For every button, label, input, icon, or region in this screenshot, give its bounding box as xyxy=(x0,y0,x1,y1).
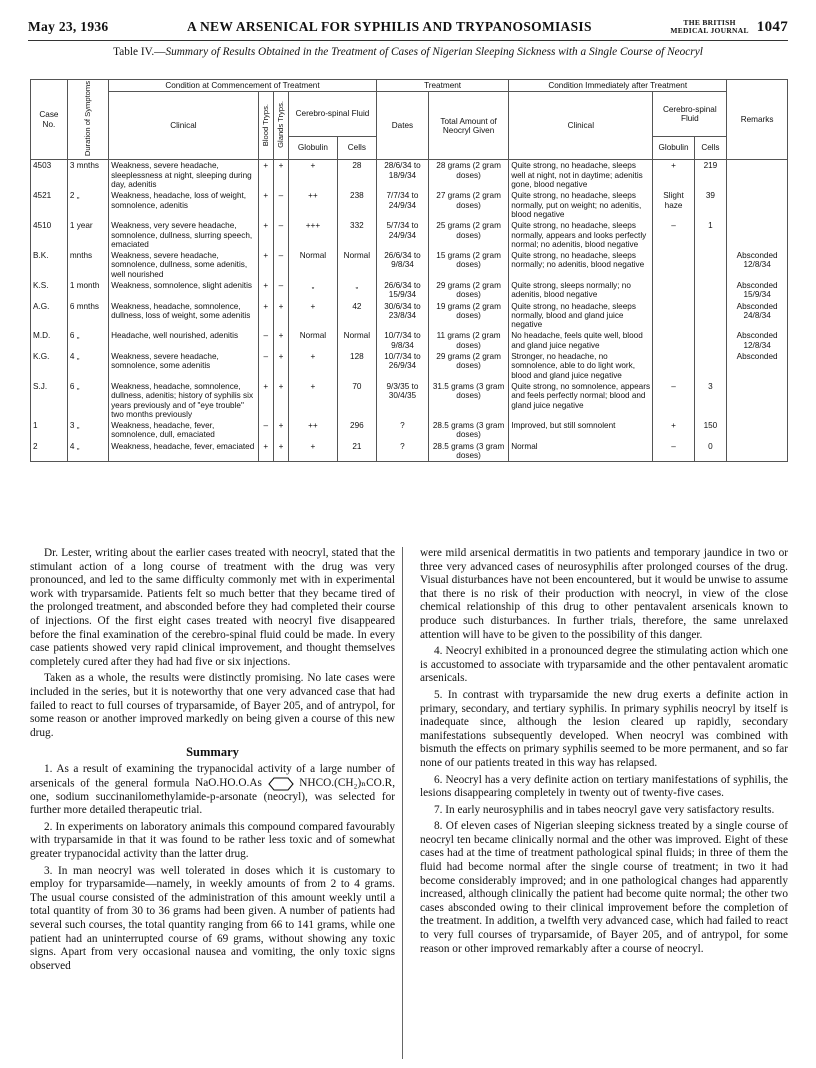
cell-total-amount: 15 grams (2 gram doses) xyxy=(428,250,508,280)
cell-duration: 3 mnths xyxy=(67,160,108,190)
cell-dates: ? xyxy=(376,441,428,462)
cell-duration: 1 year xyxy=(67,220,108,250)
cell-remarks xyxy=(727,160,788,190)
column-divider xyxy=(402,547,403,1059)
cell-globulin-after: + xyxy=(653,160,694,190)
cell-cells: Normal xyxy=(337,330,376,351)
cell-cells-after xyxy=(694,351,727,381)
cell-case-no: 1 xyxy=(31,420,68,441)
cell-duration: 1 month xyxy=(67,280,108,301)
table-row xyxy=(31,280,788,301)
cell-remarks: Absconded 12/8/34 xyxy=(727,250,788,280)
cell-total-amount: 29 grams (2 gram doses) xyxy=(428,351,508,381)
cell-total-amount: 29 grams (2 gram doses) xyxy=(428,280,508,301)
table-caption xyxy=(60,46,756,59)
cell-clinical-after: Quite strong, no headache, sleeps normally, put on weight; no adenitis, blood negative xyxy=(509,190,653,220)
cell-remarks: Absconded 12/8/34 xyxy=(727,330,788,351)
results-table xyxy=(30,79,788,462)
cell-globulin-after xyxy=(653,351,694,381)
table-row xyxy=(31,441,788,462)
cell-cells-after xyxy=(694,250,727,280)
header-cells-after: Cells xyxy=(694,136,727,160)
table-label: Table IV.— xyxy=(113,46,166,58)
cell-globulin-after xyxy=(653,330,694,351)
journal-line-2: MEDICAL JOURNAL xyxy=(670,26,749,35)
left-column xyxy=(30,547,395,976)
cell-glands-tryps: + xyxy=(273,420,288,441)
cell-clinical-after: Quite strong, no headache, sleeps normally, blood and gland juice negative xyxy=(509,301,653,331)
header-glands-tryps: Glands Tryps. xyxy=(273,92,288,160)
cell-cells: „ xyxy=(337,280,376,301)
cell-globulin: ++ xyxy=(289,420,338,441)
cell-duration: 6 „ xyxy=(67,381,108,420)
cell-duration: 4 „ xyxy=(67,351,108,381)
cell-globulin: + xyxy=(289,381,338,420)
cell-glands-tryps: – xyxy=(273,190,288,220)
cell-globulin: + xyxy=(289,351,338,381)
table-row xyxy=(31,160,788,190)
cell-clinical-after: Quite strong, no headache, sleeps normally; no adenitis, blood negative xyxy=(509,250,653,280)
cell-cells: 21 xyxy=(337,441,376,462)
cell-total-amount: 28 grams (2 gram doses) xyxy=(428,160,508,190)
cell-remarks xyxy=(727,441,788,462)
cell-case-no: S.J. xyxy=(31,381,68,420)
table-row xyxy=(31,420,788,441)
cell-glands-tryps: – xyxy=(273,250,288,280)
cell-blood-tryps: + xyxy=(258,160,273,190)
cell-cells-after xyxy=(694,301,727,331)
cell-glands-tryps: + xyxy=(273,441,288,462)
cell-clinical-after: Improved, but still somnolent xyxy=(509,420,653,441)
cell-globulin: + xyxy=(289,301,338,331)
cell-duration: 3 „ xyxy=(67,420,108,441)
page-number: 1047 xyxy=(756,18,788,35)
cell-globulin-after: + xyxy=(653,420,694,441)
header-total-amount: Total Amount of Neocryl Given xyxy=(428,92,508,160)
cell-blood-tryps: – xyxy=(258,351,273,381)
cell-cells-after: 150 xyxy=(694,420,727,441)
cell-cells: 42 xyxy=(337,301,376,331)
cell-globulin: ++ xyxy=(289,190,338,220)
cell-remarks xyxy=(727,381,788,420)
header-clinical-after: Clinical xyxy=(509,92,653,160)
cell-duration: 6 „ xyxy=(67,330,108,351)
cell-cells: 28 xyxy=(337,160,376,190)
cell-clinical: Weakness, severe headache, somnolence, dullness, some adenitis, well nourished xyxy=(109,250,259,280)
cell-globulin: „ xyxy=(289,280,338,301)
table-row xyxy=(31,250,788,280)
cell-clinical-after: Normal xyxy=(509,441,653,462)
cell-blood-tryps: + xyxy=(258,280,273,301)
paragraph: Taken as a whole, the results were distinctly promising. No late cases were included in the series, but it is noteworthy that one very advanced case that had failed to react to full courses of tryparsamide, of Bayer 205, and of antrypol, for some reason or another improved markedly on being given a course of this new drug. xyxy=(30,672,395,739)
cell-case-no: 4510 xyxy=(31,220,68,250)
header-globulin: Globulin xyxy=(289,136,338,160)
cell-globulin-after: Slight haze xyxy=(653,190,694,220)
cell-dates: 10/7/34 to 9/8/34 xyxy=(376,330,428,351)
cell-clinical-after: Quite strong, sleeps normally; no adenitis, blood negative xyxy=(509,280,653,301)
cell-cells-after: 1 xyxy=(694,220,727,250)
cell-cells: 128 xyxy=(337,351,376,381)
summary-heading: Summary xyxy=(186,745,239,760)
cell-clinical: Weakness, severe headache, sleeplessness at night, sleeping during day, adenitis xyxy=(109,160,259,190)
cell-dates: 9/3/35 to 30/4/35 xyxy=(376,381,428,420)
cell-total-amount: 27 grams (2 gram doses) xyxy=(428,190,508,220)
cell-blood-tryps: – xyxy=(258,330,273,351)
cell-remarks: Absconded xyxy=(727,351,788,381)
cell-blood-tryps: + xyxy=(258,220,273,250)
header-csf: Cerebro-spinal Fluid xyxy=(289,92,377,137)
cell-dates: 26/6/34 to 15/9/34 xyxy=(376,280,428,301)
chemical-formula: NaO.HO.O.As NHCO.(CH₂)ₙCO.R, xyxy=(195,777,396,790)
header-dates: Dates xyxy=(376,92,428,160)
cell-glands-tryps: + xyxy=(273,330,288,351)
summary-item-1: 1. As a result of examining the trypanocidal activity of a large number of arsenicals of the general formula NaO.HO.O.As NHCO.(CH₂)ₙCO.R, one, sodium succinanilomethylamide-p-arsonate (neocryl), was selected for further more detailed therapeutic trial. xyxy=(30,762,396,817)
cell-glands-tryps: + xyxy=(273,351,288,381)
cell-case-no: 4521 xyxy=(31,190,68,220)
cell-total-amount: 31.5 grams (3 gram doses) xyxy=(428,381,508,420)
table-row xyxy=(31,330,788,351)
running-title: A NEW ARSENICAL FOR SYPHILIS AND TRYPANOSOMIASIS xyxy=(187,19,592,34)
summary-item-5: 5. In contrast with tryparsamide the new drug exerts a definite action in primary, secondary, and tertiary syphilis. In primary syphilis neocryl by itself is inadequate since, although the lesion cleared up rapidly, secondary manifestations subsequently developed. When neocryl was combined with bismuth the effects on primary syphilis seemed to be more permanent, and so far none of our patients treated in this way has relapsed. xyxy=(420,688,788,769)
cell-glands-tryps: – xyxy=(273,220,288,250)
cell-case-no: K.S. xyxy=(31,280,68,301)
header-duration: Duration of Symptoms xyxy=(67,80,108,160)
right-column xyxy=(420,547,788,959)
cell-case-no: B.K. xyxy=(31,250,68,280)
cell-duration: 4 „ xyxy=(67,441,108,462)
paragraph: were mild arsenical dermatitis in two patients and temporary jaundice in two or three very advanced cases of neurosyphilis after prolonged courses of the drug. Visual disturbances have not been encountered, but it would be unwise to assume that there is no risk of their production with neocryl, in view of the close chemical relationship of this drug to other pentavalent arsenicals known to produce such disturbances. In further trials, therefore, the same unrelaxed attention will have to be given to the possibility of this danger. xyxy=(420,547,788,641)
table-row xyxy=(31,190,788,220)
cell-blood-tryps: – xyxy=(258,420,273,441)
cell-globulin-after: – xyxy=(653,441,694,462)
cell-total-amount: 25 grams (2 gram doses) xyxy=(428,220,508,250)
summary-item-3: 3. In man neocryl was well tolerated in doses which it is customary to employ for tryparsamide—namely, in weekly amounts of from 2 to 4 grams. The usual course consisted of the administration of this amount weekly until a total quantity of from 30 to 36 grams had been given. A number of patients had several such courses, the total quantity ranging from 66 to 141 grams, while one patient had an uninterrupted course of 69 grams, without showing any toxic signs. Apart from very occasional nausea and vomiting, the only toxic signs observed xyxy=(30,864,395,972)
cell-total-amount: 11 grams (2 gram doses) xyxy=(428,330,508,351)
cell-clinical-after: Stronger, no headache, no somnolence, able to do light work, blood and gland juice negative xyxy=(509,351,653,381)
cell-remarks xyxy=(727,190,788,220)
cell-dates: 10/7/34 to 26/9/34 xyxy=(376,351,428,381)
summary-item-4: 4. Neocryl exhibited in a pronounced degree the stimulating action which one is accustomed to associate with tryparsamide and the other pentavalent aromatic arsenicals. xyxy=(420,645,788,685)
cell-clinical: Headache, well nourished, adenitis xyxy=(109,330,259,351)
cell-case-no: K.G. xyxy=(31,351,68,381)
cell-remarks xyxy=(727,220,788,250)
cell-clinical: Weakness, headache, fever, somnolence, dull, emaciated xyxy=(109,420,259,441)
cell-dates: 30/6/34 to 23/8/34 xyxy=(376,301,428,331)
cell-clinical: Weakness, headache, somnolence, dullness, loss of weight, some adenitis xyxy=(109,301,259,331)
table-row xyxy=(31,351,788,381)
table-row xyxy=(31,381,788,420)
cell-dates: 28/6/34 to 18/9/34 xyxy=(376,160,428,190)
cell-glands-tryps: + xyxy=(273,381,288,420)
header-after: Condition Immediately after Treatment xyxy=(509,80,727,92)
cell-globulin: + xyxy=(289,441,338,462)
table-row xyxy=(31,301,788,331)
cell-clinical: Weakness, headache, fever, emaciated xyxy=(109,441,259,462)
cell-cells-after: 219 xyxy=(694,160,727,190)
cell-dates: 26/6/34 to 9/8/34 xyxy=(376,250,428,280)
cell-globulin-after: – xyxy=(653,220,694,250)
cell-remarks xyxy=(727,420,788,441)
cell-dates: 7/7/34 to 24/9/34 xyxy=(376,190,428,220)
header-treatment: Treatment xyxy=(376,80,508,92)
cell-blood-tryps: + xyxy=(258,250,273,280)
header-csf-after: Cerebro-spinal Fluid xyxy=(653,92,727,137)
cell-globulin: +++ xyxy=(289,220,338,250)
cell-case-no: M.D. xyxy=(31,330,68,351)
cell-cells-after: 39 xyxy=(694,190,727,220)
cell-globulin-after xyxy=(653,250,694,280)
cell-total-amount: 28.5 grams (3 gram doses) xyxy=(428,441,508,462)
header-remarks: Remarks xyxy=(727,80,788,160)
cell-blood-tryps: + xyxy=(258,301,273,331)
header-globulin-after: Globulin xyxy=(653,136,694,160)
cell-glands-tryps: – xyxy=(273,280,288,301)
cell-total-amount: 19 grams (2 gram doses) xyxy=(428,301,508,331)
header-blood-tryps: Blood Tryps. xyxy=(258,92,273,160)
summary-item-6: 6. Neocryl has a very definite action on tertiary manifestations of syphilis, the lesions disappearing completely in twenty out of twenty-five cases. xyxy=(420,773,788,800)
cell-duration: 6 mnths xyxy=(67,301,108,331)
cell-total-amount: 28.5 grams (3 gram doses) xyxy=(428,420,508,441)
cell-cells: Normal xyxy=(337,250,376,280)
cell-blood-tryps: + xyxy=(258,381,273,420)
cell-cells-after xyxy=(694,330,727,351)
cell-remarks: Absconded 15/9/34 xyxy=(727,280,788,301)
summary-item-8: 8. Of eleven cases of Nigerian sleeping sickness treated by a single course of neocryl ten became clinically normal and the other was improved. Eight of these cases had at the time of treatment pathological spinal fluids; in three of them the fluid had become normal after the single course of treatment; in two it had become considerably improved; and in one pathological changes had apparently increased, although clinically the patient had become quite normal; the other two cases absconded owing to their clinical improvement before the completion of the treatment. In addition, a twelfth very advanced case, which had failed to react to very full courses of tryparsamide, of Bayer 205, and of antrypol, for some reason or other improved remarkably after a course of neocryl. xyxy=(420,820,788,955)
summary-item-7: 7. In early neurosyphilis and in tabes neocryl gave very satisfactory results. xyxy=(434,803,775,816)
cell-cells-after xyxy=(694,280,727,301)
journal-block xyxy=(670,19,788,36)
cell-clinical: Weakness, somnolence, slight adenitis xyxy=(109,280,259,301)
running-header xyxy=(28,14,788,41)
cell-dates: 5/7/34 to 24/9/34 xyxy=(376,220,428,250)
cell-glands-tryps: + xyxy=(273,160,288,190)
table-title: Summary of Results Obtained in the Treatment of Cases of Nigerian Sleeping Sickness with a Single Course of Neocryl xyxy=(165,46,703,58)
cell-dates: ? xyxy=(376,420,428,441)
issue-date: May 23, 1936 xyxy=(28,19,109,34)
cell-globulin: Normal xyxy=(289,250,338,280)
cell-cells: 296 xyxy=(337,420,376,441)
cell-cells-after: 0 xyxy=(694,441,727,462)
summary-item-2: 2. In experiments on laboratory animals this compound compared favourably with tryparsamide in that it was found to be rather less toxic and of somewhat greater trypanocidal activity than the latter drug. xyxy=(30,820,395,861)
table-body xyxy=(31,160,788,462)
cell-blood-tryps: + xyxy=(258,441,273,462)
journal-line-1: THE BRITISH xyxy=(683,18,736,27)
cell-clinical-after: Quite strong, no somnolence, appears and feels perfectly normal; blood and gland juice negative xyxy=(509,381,653,420)
cell-clinical: Weakness, severe headache, somnolence, some adenitis xyxy=(109,351,259,381)
cell-globulin-after xyxy=(653,280,694,301)
cell-cells: 70 xyxy=(337,381,376,420)
cell-clinical: Weakness, very severe headache, somnolence, dullness, slurring speech, emaciated xyxy=(109,220,259,250)
cell-globulin: Normal xyxy=(289,330,338,351)
cell-clinical: Weakness, headache, somnolence, dullness, adenitis; history of syphilis six years previously and of "eye trouble" two months previously xyxy=(109,381,259,420)
cell-clinical-after: Quite strong, no headache, sleeps well at night, not in daytime; adenitis gone, blood negative xyxy=(509,160,653,190)
paragraph: Dr. Lester, writing about the earlier cases treated with neocryl, stated that the stimulant action of a long course of treatment with the drug was very pronounced, and led to the same difficulty commonly met with in experimental work with tryparsamide. Patients felt so much better that they became tired of the prolonged treatment, and absconded before they had completed their course of injections. Of the first eight cases treated with neocryl five disappeared before the final examination of the cerebro-spinal fluid could be made. In every case patients showed very rapid clinical improvement, and thought themselves completely cured after they had had five or six injections. xyxy=(30,547,395,668)
journal-name xyxy=(670,19,748,35)
cell-clinical: Weakness, headache, loss of weight, somnolence, adenitis xyxy=(109,190,259,220)
cell-remarks: Absconded 24/8/34 xyxy=(727,301,788,331)
cell-globulin: + xyxy=(289,160,338,190)
cell-blood-tryps: + xyxy=(258,190,273,220)
cell-duration: mnths xyxy=(67,250,108,280)
cell-clinical-after: Quite strong, no headache, sleeps normally, appears and looks perfectly normal; no adenitis, blood negative xyxy=(509,220,653,250)
cell-cells: 238 xyxy=(337,190,376,220)
cell-case-no: 2 xyxy=(31,441,68,462)
cell-case-no: 4503 xyxy=(31,160,68,190)
header-commencement: Condition at Commencement of Treatment xyxy=(109,80,377,92)
cell-glands-tryps: + xyxy=(273,301,288,331)
header-case-no: Case No. xyxy=(31,80,68,160)
benzene-ring-icon xyxy=(268,777,294,791)
header-clinical: Clinical xyxy=(109,92,259,160)
cell-globulin-after: – xyxy=(653,381,694,420)
cell-duration: 2 „ xyxy=(67,190,108,220)
cell-globulin-after xyxy=(653,301,694,331)
header-cells: Cells xyxy=(337,136,376,160)
cell-case-no: A.G. xyxy=(31,301,68,331)
cell-clinical-after: No headache, feels quite well, blood and gland juice negative xyxy=(509,330,653,351)
cell-cells-after: 3 xyxy=(694,381,727,420)
table-row xyxy=(31,220,788,250)
cell-cells: 332 xyxy=(337,220,376,250)
